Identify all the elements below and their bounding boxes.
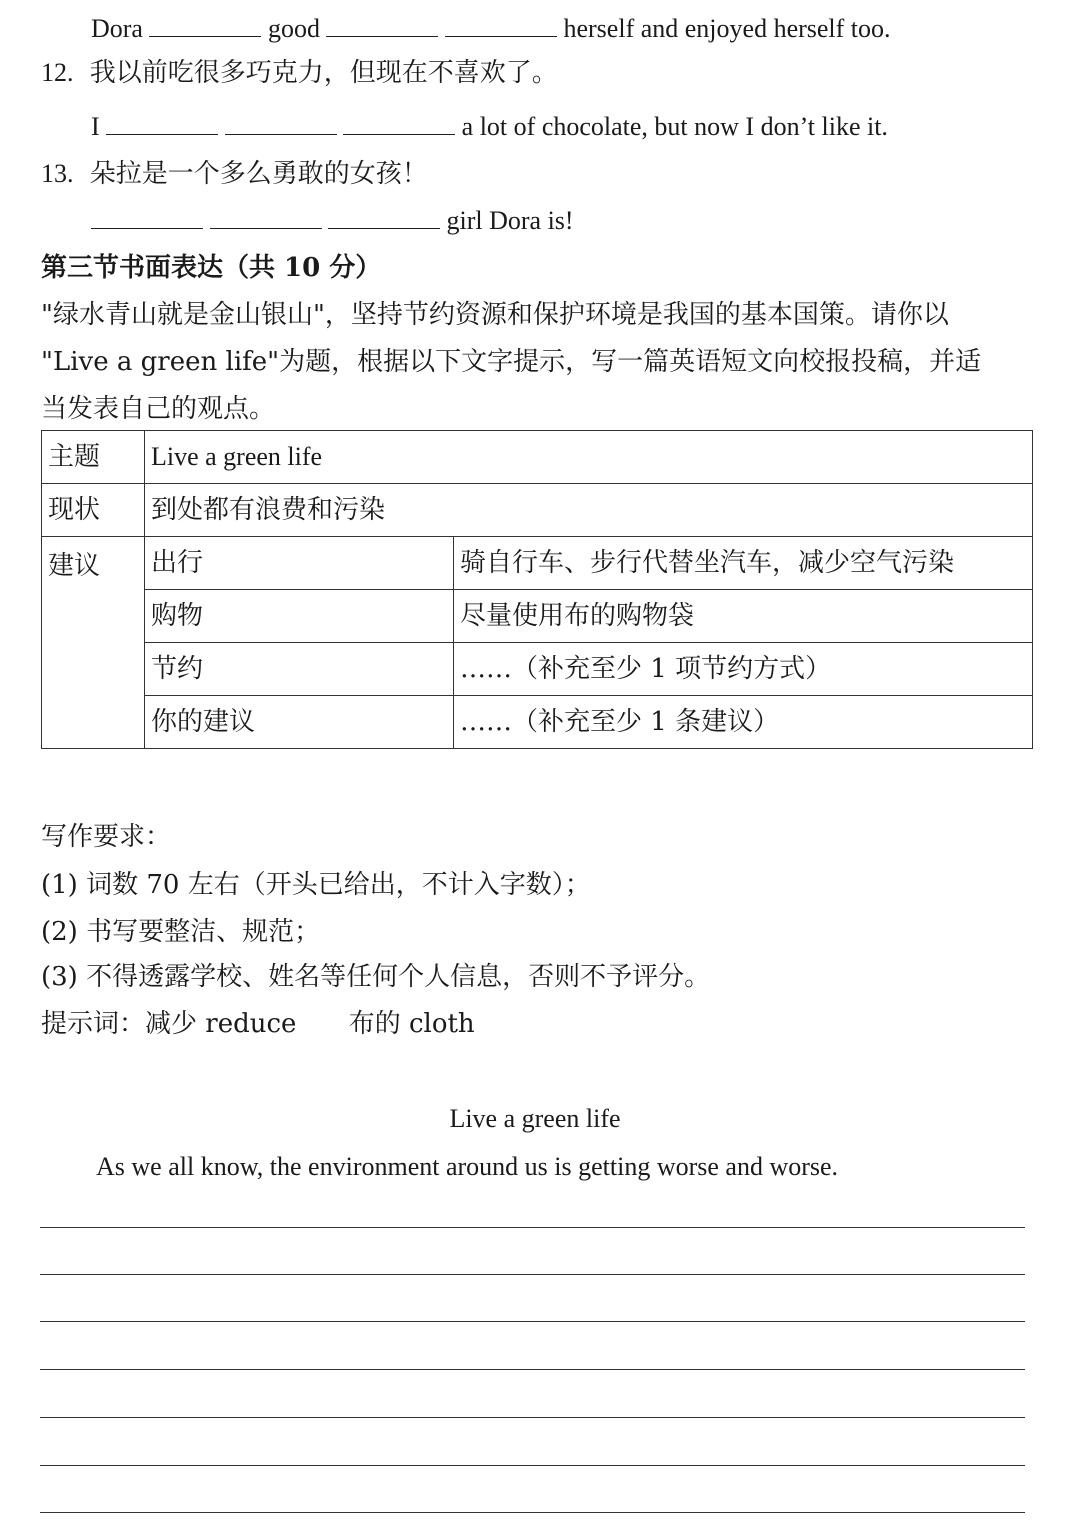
intro-line-3: 当发表自己的观点。 [41, 394, 276, 424]
intro-line-2: "Live a green life"为题，根据以下文字提示，写一篇英语短文向校报投稿，并适 [41, 347, 982, 377]
requirements-title: 写作要求： [41, 822, 172, 852]
q13-number: 13. [41, 159, 74, 188]
writing-line[interactable] [40, 1417, 1025, 1418]
answer-blank[interactable] [343, 110, 455, 135]
requirement-1: (1) 词数 70 左右（开头已给出，不计入字数）； [41, 870, 591, 900]
q13-answer-line [91, 204, 574, 238]
answer-blank[interactable] [91, 204, 203, 229]
essay-opening: As we all know, the environment around us is getting worse and worse. [96, 1152, 839, 1181]
table-row [42, 431, 1033, 484]
advice-item: 你的建议 [145, 696, 454, 749]
writing-line[interactable] [40, 1321, 1025, 1322]
essay-title: Live a green life [449, 1104, 621, 1133]
answer-blank[interactable] [210, 204, 322, 229]
writing-line[interactable] [40, 1274, 1025, 1275]
hint-words [41, 1007, 475, 1041]
q13-suffix: girl Dora is! [446, 206, 574, 235]
q11-line [91, 12, 891, 46]
theme-label: 主题 [42, 431, 145, 484]
q12-suffix: a lot of chocolate, but now I don’t like it. [461, 112, 888, 141]
table-row [42, 643, 1033, 696]
requirement-3: (3) 不得透露学校、姓名等任何个人信息，否则不予评分。 [41, 962, 711, 992]
writing-line[interactable] [40, 1369, 1025, 1370]
answer-blank[interactable] [326, 12, 438, 37]
answer-blank[interactable] [106, 110, 218, 135]
hint-reduce: 提示词：减少 reduce [41, 1009, 297, 1039]
advice-detail: ……（补充至少 1 项节约方式） [454, 643, 1033, 696]
answer-blank[interactable] [328, 204, 440, 229]
answer-blank[interactable] [445, 12, 557, 37]
q12-chinese: 我以前吃很多巧克力，但现在不喜欢了。 [89, 58, 558, 88]
advice-item: 节约 [145, 643, 454, 696]
writing-line[interactable] [40, 1512, 1025, 1513]
advice-label: 建议 [42, 537, 145, 749]
writing-prompt-table [41, 430, 1033, 749]
writing-line[interactable] [40, 1465, 1025, 1466]
q12-prefix: I [91, 112, 100, 141]
q11-mid: good [267, 14, 320, 43]
advice-item: 购物 [145, 590, 454, 643]
q12-prompt [41, 56, 558, 90]
section-title: 第三节书面表达（共 10 分） [41, 253, 382, 283]
q11-prefix: Dora [91, 14, 143, 43]
advice-item: 出行 [145, 537, 454, 590]
table-row [42, 484, 1033, 537]
q11-suffix: herself and enjoyed herself too. [563, 14, 891, 43]
answer-blank[interactable] [225, 110, 337, 135]
table-row [42, 590, 1033, 643]
hint-cloth: 布的 cloth [348, 1009, 475, 1039]
q12-answer-line [91, 110, 888, 144]
theme-value: Live a green life [145, 431, 1033, 484]
writing-line[interactable] [40, 1227, 1025, 1228]
advice-detail: 尽量使用布的购物袋 [454, 590, 1033, 643]
q13-chinese: 朵拉是一个多么勇敢的女孩！ [89, 159, 428, 189]
requirement-2: (2) 书写要整洁、规范； [41, 917, 321, 947]
q13-prompt [41, 157, 428, 191]
advice-detail: ……（补充至少 1 条建议） [454, 696, 1033, 749]
status-value: 到处都有浪费和污染 [145, 484, 1033, 537]
q12-number: 12. [41, 58, 74, 87]
status-label: 现状 [42, 484, 145, 537]
answer-blank[interactable] [149, 12, 261, 37]
advice-detail: 骑自行车、步行代替坐汽车，减少空气污染 [454, 537, 1033, 590]
table-row [42, 696, 1033, 749]
table-row [42, 537, 1033, 590]
intro-line-1: "绿水青山就是金山银山"，坚持节约资源和保护环境是我国的基本国策。请你以 [41, 300, 949, 330]
